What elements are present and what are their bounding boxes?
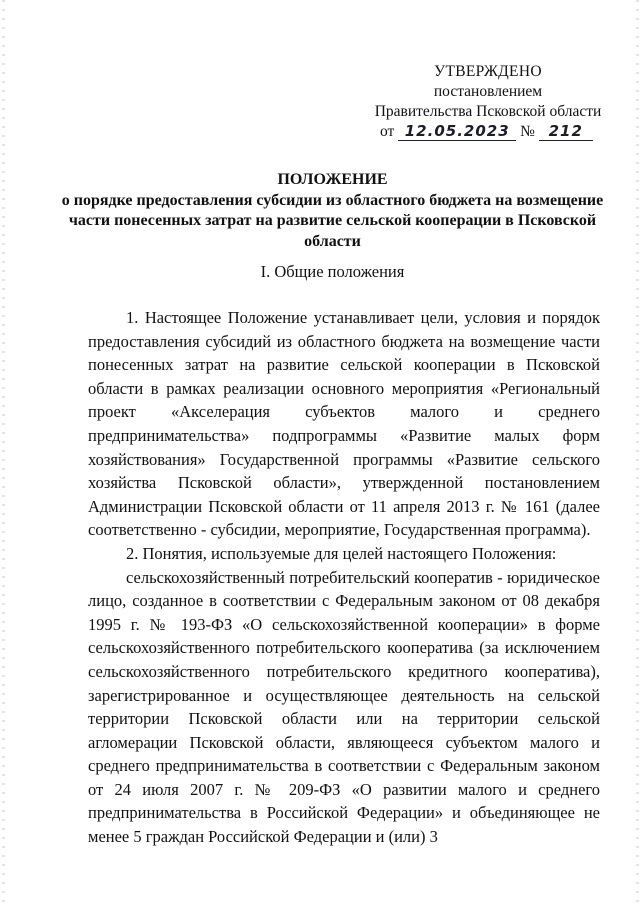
approval-block — [368, 62, 608, 144]
approval-line-2: Правительства Псковской области — [374, 103, 602, 120]
approval-line-1: постановлением — [433, 83, 543, 100]
scan-edge-right — [636, 0, 639, 905]
document-subtitle: о порядке предоставления субсидии из областного бюджета на возмещение части понесенных затрат на развитие сельской кооперации в Псковской области — [61, 191, 604, 250]
handwritten-date: 12.05.2023 — [404, 122, 510, 140]
handwritten-number: 212 — [548, 122, 583, 140]
paragraph: 1. Настоящее Положение устанавливает цели, условия и порядок предоставления субсидий из областного бюджета на возмещение части понесенных затрат на развитие сельской кооперации в Псковской области в рамках реализации основного мероприятия «Региональный проект «Акселерация субъектов малого и среднего предпринимательства» подпрограммы «Развитие малых форм хозяйствования» Государственной программы «Развитие сельского хозяйства Псковской области», утвержденной постановлением Администрации Псковской области от 11 апреля 2013 г. № 161 (далее соответственно - субсидии, мероприятие, Государственная программа). — [88, 308, 600, 540]
document-body — [88, 306, 600, 849]
document-heading — [60, 170, 605, 252]
number-field — [539, 123, 593, 141]
paragraph: сельскохозяйственный потребительский кооператив - юридическое лицо, созданное в соответствии с Федеральным законом от 08 декабря 1995 г. № 193-ФЗ «О сельскохозяйственной кооперации» в форме сельскохозяйственного потребительского кооператива (за исключением сельскохозяйственного потребительского кредитного кооператива), зарегистрированное и осуществляющее деятельность на сельской территории Псковской области или на территории сельской агломерации Псковской области, являющееся субъектом малого и среднего предпринимательства в соответствии с Федеральным законом от 24 июля 2007 г. № 209-ФЗ «О развитии малого и среднего предпринимательства в Российской Федерации» и объединяющее не менее 5 граждан Российской Федерации и (или) 3 — [88, 567, 600, 847]
number-prefix: № — [520, 123, 535, 140]
approval-date-number-line — [368, 122, 608, 144]
date-prefix: от — [380, 123, 395, 140]
paragraph: 2. Понятия, используемые для целей настоящего Положения: — [126, 543, 557, 563]
section-title: I. Общие положения — [260, 262, 405, 281]
date-field — [398, 123, 516, 141]
document-title: ПОЛОЖЕНИЕ — [277, 171, 388, 188]
scan-edge-left — [2, 0, 5, 905]
approval-title: УТВЕРЖДЕНО — [434, 63, 542, 80]
